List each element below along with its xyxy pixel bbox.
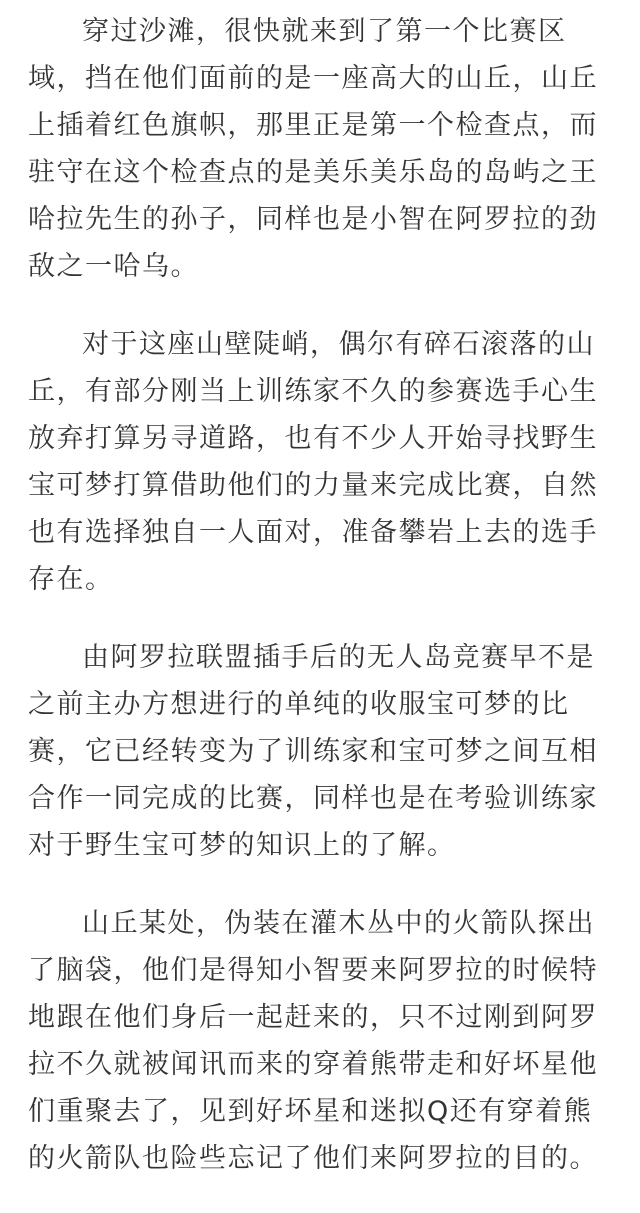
article-body bbox=[28, 8, 618, 1213]
paragraph-2: 对于这座山壁陡峭，偶尔有碎石滚落的山丘，有部分刚当上训练家不久的参赛选手心生放弃打算另寻道路，也有不少人开始寻找野生宝可梦打算借助他们的力量来完成比赛，自然也有选择独自一人面对，准备攀岩上去的选手存在。 bbox=[28, 329, 598, 595]
paragraph-4: 山丘某处，伪装在灌木丛中的火箭队探出了脑袋，他们是得知小智要来阿罗拉的时候特地跟在他们身后一起赶来的，只不过刚到阿罗拉不久就被闻讯而来的穿着熊带走和好坏星他们重聚去了，见到好坏星和迷拟Q还有穿着熊的火箭队也险些忘记了他们来阿罗拉的目的。 bbox=[28, 908, 598, 1174]
paragraph-3: 由阿罗拉联盟插手后的无人岛竞赛早不是之前主办方想进行的单纯的收服宝可梦的比赛，它已经转变为了训练家和宝可梦之间互相合作一同完成的比赛，同样也是在考验训练家对于野生宝可梦的知识上的了解。 bbox=[28, 642, 598, 861]
paragraph-1: 穿过沙滩，很快就来到了第一个比赛区域，挡在他们面前的是一座高大的山丘，山丘上插着红色旗帜，那里正是第一个检查点，而驻守在这个检查点的是美乐美乐岛的岛屿之王哈拉先生的孙子，同样也是小智在阿罗拉的劲敌之一哈乌。 bbox=[28, 16, 598, 282]
